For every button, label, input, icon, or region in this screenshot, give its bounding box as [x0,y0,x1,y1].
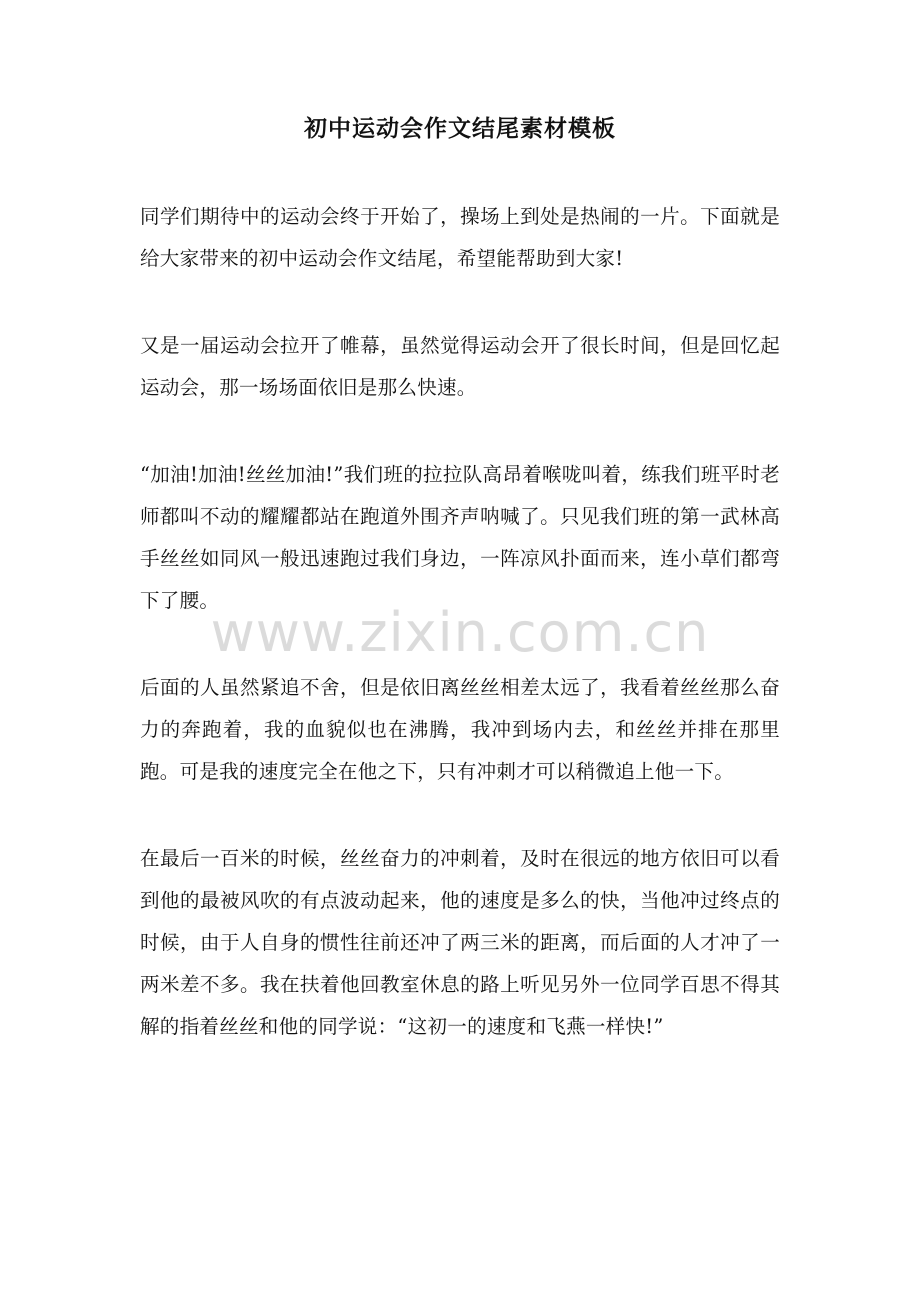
paragraph-cheering: “加油!加油!丝丝加油!”我们班的拉拉队高昂着喉咙叫着，练我们班平时老师都叫不动的耀耀都站在跑道外围齐声呐喊了。只见我们班的第一武林高手丝丝如同风一般迅速跑过我们身边，一阵凉风扑面而来，连小草们都弯下了腰。 [140,463,780,612]
paragraph-opening: 又是一届运动会拉开了帷幕，虽然觉得运动会开了很长时间，但是回忆起运动会，那一场场面依旧是那么快速。 [140,334,780,399]
document-body [140,196,780,1093]
document-title: 初中运动会作文结尾素材模板 [304,115,616,142]
paragraph-chase: 后面的人虽然紧追不舍，但是依旧离丝丝相差太远了，我看着丝丝那么奋力的奔跑着，我的血貌似也在沸腾，我冲到场内去，和丝丝并排在那里跑。可是我的速度完全在他之下，只有冲刺才可以稍微追上他一下。 [140,676,780,783]
paragraph-finish: 在最后一百米的时候，丝丝奋力的冲刺着，及时在很远的地方依旧可以看到他的最被风吹的有点波动起来，他的速度是多么的快，当他冲过终点的时候，由于人自身的惯性往前还冲了两三米的距离，而后面的人才冲了一两米差不多。我在扶着他回教室休息的路上听见另外一位同学百思不得其解的指着丝丝和他的同学说：“这初一的速度和飞燕一样快!” [140,847,780,1038]
watermark-text: www.zixin.com.cn [210,601,710,664]
paragraph-intro: 同学们期待中的运动会终于开始了，操场上到处是热闹的一片。下面就是给大家带来的初中运动会作文结尾，希望能帮助到大家! [140,205,780,270]
